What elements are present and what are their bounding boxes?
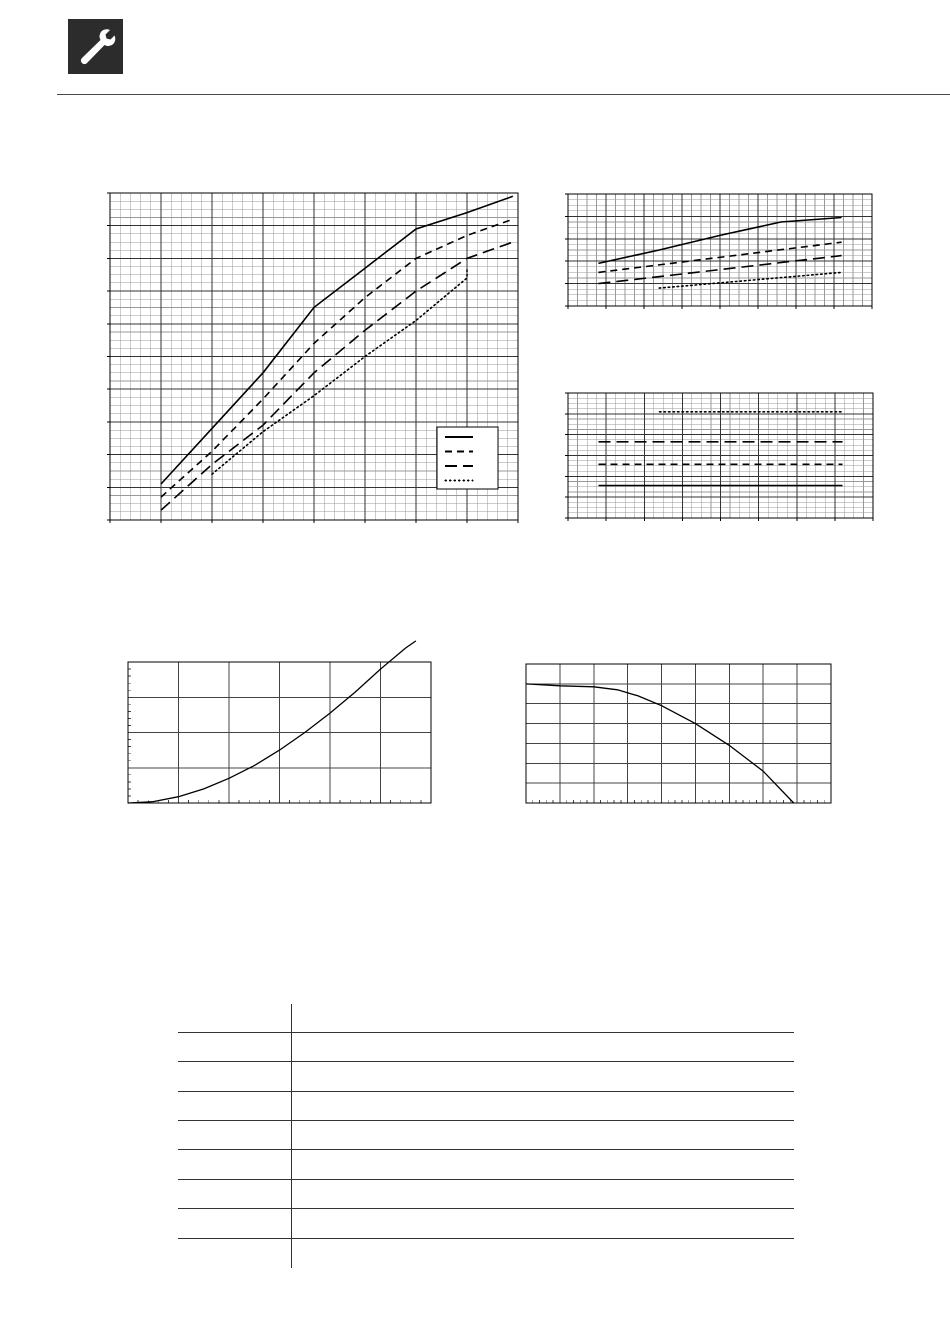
table-row-divider [178, 1120, 794, 1121]
table-row-divider [178, 1208, 794, 1209]
main-line-chart [110, 193, 518, 520]
legend [437, 427, 498, 489]
series-line-dotted [659, 272, 841, 288]
table-row-divider [178, 1091, 794, 1092]
plot-frame [526, 664, 831, 803]
table-row-divider [178, 1179, 794, 1180]
wrench-icon-glyph [68, 19, 123, 74]
lower-right-line-chart [568, 393, 873, 518]
falling-curve-chart [526, 664, 831, 803]
upper-right-line-chart [568, 194, 872, 306]
header-divider [57, 94, 950, 95]
grid [128, 662, 431, 803]
table-row-divider [178, 1238, 794, 1239]
spec-table [178, 1004, 794, 1268]
series-line-solid [128, 641, 416, 803]
table-row-divider [178, 1061, 794, 1062]
grid [526, 664, 831, 803]
table-row-divider [178, 1032, 794, 1033]
rising-curve-chart [128, 662, 431, 803]
grid [565, 194, 872, 309]
wrench-icon [68, 19, 123, 74]
table-column-divider [291, 1004, 292, 1268]
table-row-divider [178, 1149, 794, 1150]
